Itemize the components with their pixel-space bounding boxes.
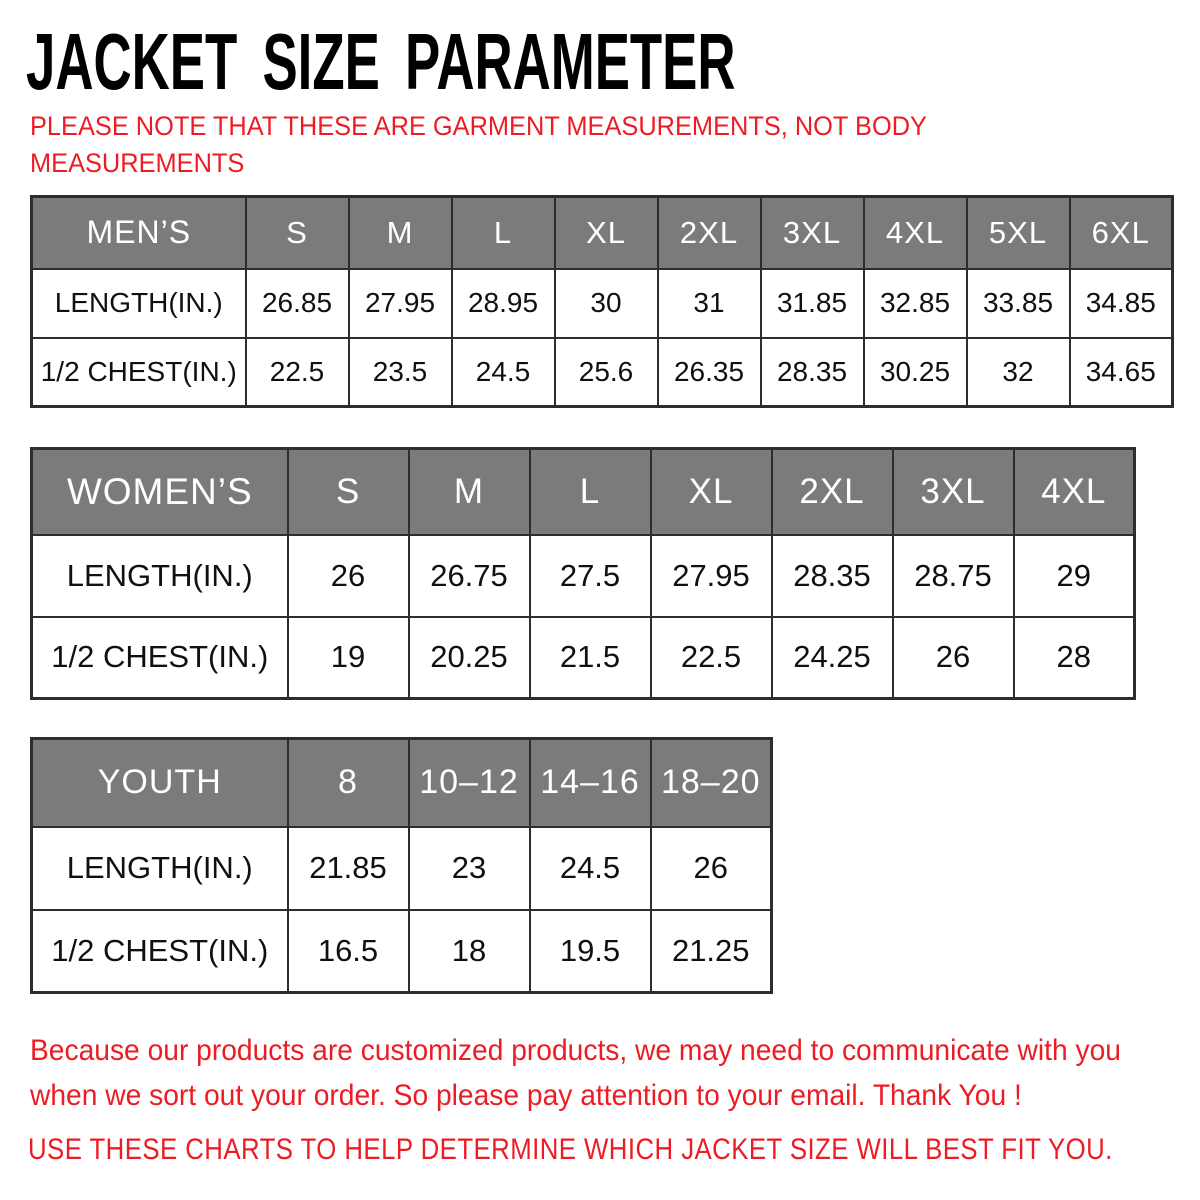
mens-col-header-l: L bbox=[452, 197, 555, 269]
mens-1-2-chest-in--4xl: 30.25 bbox=[864, 338, 967, 407]
womens-row-label-length-in-: LENGTH(IN.) bbox=[32, 535, 288, 617]
womens-size-table-section bbox=[30, 447, 1136, 700]
youth-row-label-length-in-: LENGTH(IN.) bbox=[32, 827, 288, 910]
note-line-2: MEASUREMENTS bbox=[30, 148, 245, 178]
womens-1-2-chest-in--3xl: 26 bbox=[893, 617, 1014, 699]
mens-1-2-chest-in--2xl: 26.35 bbox=[658, 338, 761, 407]
youth-size-table-section bbox=[30, 737, 773, 994]
mens-col-header-s: S bbox=[246, 197, 349, 269]
mens-col-header-m: M bbox=[349, 197, 452, 269]
mens-length-in--6xl: 34.85 bbox=[1070, 269, 1173, 338]
youth-1-2-chest-in--18-20: 21.25 bbox=[651, 910, 772, 993]
garment-measurement-note bbox=[30, 108, 984, 182]
womens-1-2-chest-in--s: 19 bbox=[288, 617, 409, 699]
youth-1-2-chest-in--14-16: 19.5 bbox=[530, 910, 651, 993]
mens-1-2-chest-in--5xl: 32 bbox=[967, 338, 1070, 407]
mens-row-1-2-chest-in- bbox=[32, 338, 1173, 407]
mens-row-label-1-2-chest-in-: 1/2 CHEST(IN.) bbox=[32, 338, 246, 407]
womens-length-in--3xl: 28.75 bbox=[893, 535, 1014, 617]
womens-table-title: WOMEN’S bbox=[32, 449, 288, 535]
youth-col-header-14-16: 14–16 bbox=[530, 739, 651, 827]
mens-1-2-chest-in--m: 23.5 bbox=[349, 338, 452, 407]
youth-col-header-18-20: 18–20 bbox=[651, 739, 772, 827]
youth-row-label-1-2-chest-in-: 1/2 CHEST(IN.) bbox=[32, 910, 288, 993]
youth-length-in--18-20: 26 bbox=[651, 827, 772, 910]
mens-size-table-section bbox=[30, 195, 1174, 408]
womens-col-header-l: L bbox=[530, 449, 651, 535]
youth-row-length-in- bbox=[32, 827, 772, 910]
youth-size-table bbox=[30, 737, 773, 994]
note-line-1: PLEASE NOTE THAT THESE ARE GARMENT MEASUREMENTS, NOT BODY bbox=[30, 111, 927, 141]
womens-row-label-1-2-chest-in-: 1/2 CHEST(IN.) bbox=[32, 617, 288, 699]
womens-1-2-chest-in--m: 20.25 bbox=[409, 617, 530, 699]
womens-size-table bbox=[30, 447, 1136, 700]
mens-col-header-xl: XL bbox=[555, 197, 658, 269]
mens-1-2-chest-in--3xl: 28.35 bbox=[761, 338, 864, 407]
mens-length-in--xl: 30 bbox=[555, 269, 658, 338]
womens-length-in--m: 26.75 bbox=[409, 535, 530, 617]
page-title: JACKET SIZE PARAMETER bbox=[26, 17, 736, 106]
youth-length-in--8: 21.85 bbox=[288, 827, 409, 910]
mens-length-in--l: 28.95 bbox=[452, 269, 555, 338]
mens-1-2-chest-in--xl: 25.6 bbox=[555, 338, 658, 407]
mens-length-in--4xl: 32.85 bbox=[864, 269, 967, 338]
mens-table-title: MEN’S bbox=[32, 197, 246, 269]
mens-size-table bbox=[30, 195, 1174, 408]
youth-1-2-chest-in--8: 16.5 bbox=[288, 910, 409, 993]
womens-col-header-s: S bbox=[288, 449, 409, 535]
womens-row-1-2-chest-in- bbox=[32, 617, 1135, 699]
youth-length-in--14-16: 24.5 bbox=[530, 827, 651, 910]
mens-col-header-5xl: 5XL bbox=[967, 197, 1070, 269]
womens-length-in--l: 27.5 bbox=[530, 535, 651, 617]
mens-1-2-chest-in--6xl: 34.65 bbox=[1070, 338, 1173, 407]
mens-col-header-2xl: 2XL bbox=[658, 197, 761, 269]
womens-col-header-3xl: 3XL bbox=[893, 449, 1014, 535]
womens-length-in--4xl: 29 bbox=[1014, 535, 1135, 617]
youth-row-1-2-chest-in- bbox=[32, 910, 772, 993]
mens-col-header-4xl: 4XL bbox=[864, 197, 967, 269]
womens-length-in--xl: 27.95 bbox=[651, 535, 772, 617]
womens-col-header-4xl: 4XL bbox=[1014, 449, 1135, 535]
mens-length-in--3xl: 31.85 bbox=[761, 269, 864, 338]
mens-col-header-3xl: 3XL bbox=[761, 197, 864, 269]
youth-1-2-chest-in--10-12: 18 bbox=[409, 910, 530, 993]
womens-1-2-chest-in--xl: 22.5 bbox=[651, 617, 772, 699]
womens-col-header-2xl: 2XL bbox=[772, 449, 893, 535]
youth-col-header-8: 8 bbox=[288, 739, 409, 827]
chart-usage-note: USE THESE CHARTS TO HELP DETERMINE WHICH JACKET SIZE WILL BEST FIT YOU. bbox=[28, 1133, 1113, 1166]
youth-table-title: YOUTH bbox=[32, 739, 288, 827]
youth-col-header-10-12: 10–12 bbox=[409, 739, 530, 827]
womens-col-header-m: M bbox=[409, 449, 530, 535]
mens-length-in--2xl: 31 bbox=[658, 269, 761, 338]
custom-order-notice bbox=[30, 1028, 1191, 1118]
mens-length-in--5xl: 33.85 bbox=[967, 269, 1070, 338]
mens-row-length-in- bbox=[32, 269, 1173, 338]
mens-1-2-chest-in--s: 22.5 bbox=[246, 338, 349, 407]
mens-1-2-chest-in--l: 24.5 bbox=[452, 338, 555, 407]
womens-row-length-in- bbox=[32, 535, 1135, 617]
womens-1-2-chest-in--2xl: 24.25 bbox=[772, 617, 893, 699]
mens-length-in--m: 27.95 bbox=[349, 269, 452, 338]
custom-order-notice-line-2: when we sort out your order. So please pay attention to your email. Thank You ! bbox=[30, 1079, 1022, 1112]
youth-length-in--10-12: 23 bbox=[409, 827, 530, 910]
custom-order-notice-line-1: Because our products are customized products, we may need to communicate with you bbox=[30, 1034, 1121, 1067]
womens-1-2-chest-in--l: 21.5 bbox=[530, 617, 651, 699]
womens-length-in--s: 26 bbox=[288, 535, 409, 617]
womens-length-in--2xl: 28.35 bbox=[772, 535, 893, 617]
mens-length-in--s: 26.85 bbox=[246, 269, 349, 338]
womens-col-header-xl: XL bbox=[651, 449, 772, 535]
womens-1-2-chest-in--4xl: 28 bbox=[1014, 617, 1135, 699]
mens-col-header-6xl: 6XL bbox=[1070, 197, 1173, 269]
mens-row-label-length-in-: LENGTH(IN.) bbox=[32, 269, 246, 338]
